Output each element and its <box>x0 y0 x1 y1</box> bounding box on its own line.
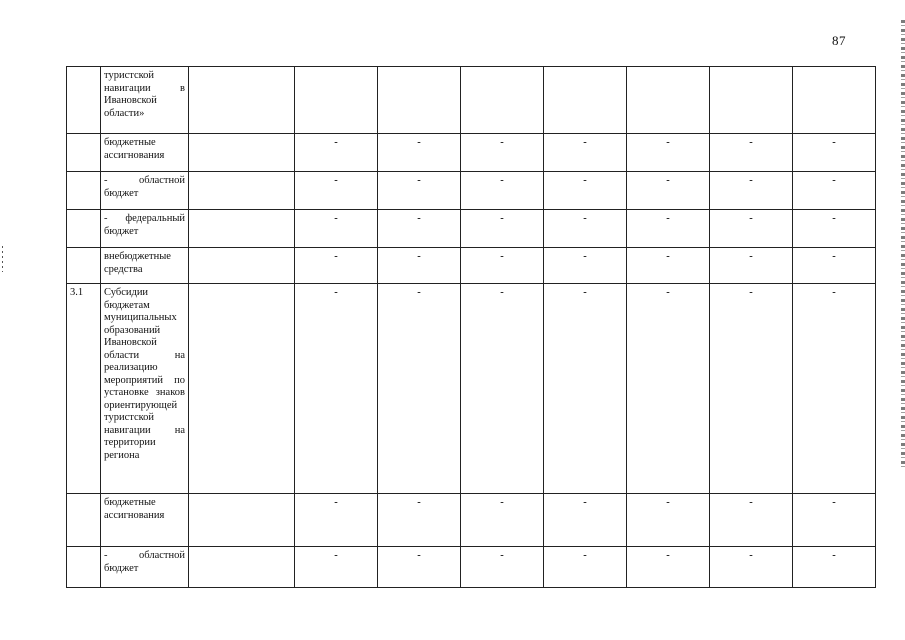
table-row <box>67 172 876 210</box>
empty-cell <box>189 210 295 248</box>
dash-cell: - <box>627 284 710 494</box>
dash-cell: - <box>544 172 627 210</box>
empty-cell <box>189 134 295 172</box>
dash-cell: - <box>710 134 793 172</box>
row-description: внебюджетные средства <box>101 248 189 284</box>
dash-cell: - <box>627 248 710 284</box>
row-description: туристской навигации в Ивановской области» <box>101 67 189 134</box>
dash-cell: - <box>793 494 876 547</box>
row-number <box>67 494 101 547</box>
dash-cell: - <box>544 547 627 588</box>
dash-cell: - <box>793 210 876 248</box>
dash-cell: - <box>544 134 627 172</box>
empty-cell <box>710 67 793 134</box>
row-description: бюджетные ассигнования <box>101 134 189 172</box>
dash-cell: - <box>295 248 378 284</box>
row-number <box>67 67 101 134</box>
table-row <box>67 134 876 172</box>
dash-cell: - <box>378 547 461 588</box>
row-number: 3.1 <box>67 284 101 494</box>
dash-cell: - <box>461 210 544 248</box>
table-row <box>67 248 876 284</box>
dash-cell: - <box>295 172 378 210</box>
budget-table <box>66 66 876 588</box>
dash-cell: - <box>461 134 544 172</box>
dash-cell: - <box>295 134 378 172</box>
row-number <box>67 547 101 588</box>
dash-cell: - <box>378 248 461 284</box>
dash-cell: - <box>627 134 710 172</box>
scan-edge-marks <box>901 20 905 470</box>
dash-cell: - <box>793 134 876 172</box>
dash-cell: - <box>627 547 710 588</box>
dash-cell: - <box>544 248 627 284</box>
empty-cell <box>189 67 295 134</box>
table-row <box>67 67 876 134</box>
dash-cell: - <box>793 547 876 588</box>
row-number <box>67 134 101 172</box>
dash-cell: - <box>710 547 793 588</box>
row-number <box>67 172 101 210</box>
dash-cell: - <box>461 284 544 494</box>
dash-cell: - <box>461 494 544 547</box>
page-number: 87 <box>832 33 846 48</box>
dash-cell: - <box>295 210 378 248</box>
dash-cell: - <box>710 210 793 248</box>
empty-cell <box>295 67 378 134</box>
dash-cell: - <box>295 284 378 494</box>
dash-cell: - <box>627 210 710 248</box>
empty-cell <box>378 67 461 134</box>
dash-cell: - <box>544 494 627 547</box>
row-number <box>67 248 101 284</box>
table-row <box>67 494 876 547</box>
dash-cell: - <box>710 172 793 210</box>
empty-cell <box>189 494 295 547</box>
dash-cell: - <box>461 172 544 210</box>
table-row <box>67 284 876 494</box>
dash-cell: - <box>378 172 461 210</box>
empty-cell <box>627 67 710 134</box>
empty-cell <box>189 284 295 494</box>
dash-cell: - <box>378 134 461 172</box>
row-number <box>67 210 101 248</box>
dash-cell: - <box>793 248 876 284</box>
row-description: - областной бюджет <box>101 172 189 210</box>
dash-cell: - <box>378 210 461 248</box>
dash-cell: - <box>627 494 710 547</box>
empty-cell <box>544 67 627 134</box>
dash-cell: - <box>544 210 627 248</box>
table-row <box>67 210 876 248</box>
row-description: Субсидии бюджетам муниципальных образований Ивановской области на реализацию мероприятий по установке знаков ориентирующей туристской навигации на территории региона <box>101 284 189 494</box>
row-description: бюджетные ассигнования <box>101 494 189 547</box>
dash-cell: - <box>793 284 876 494</box>
dash-cell: - <box>295 494 378 547</box>
row-description: - федеральный бюджет <box>101 210 189 248</box>
dash-cell: - <box>710 248 793 284</box>
empty-cell <box>461 67 544 134</box>
dash-cell: - <box>793 172 876 210</box>
empty-cell <box>189 248 295 284</box>
dash-cell: - <box>627 172 710 210</box>
table-row <box>67 547 876 588</box>
dash-cell: - <box>378 494 461 547</box>
dash-cell: - <box>710 284 793 494</box>
row-description: - областной бюджет <box>101 547 189 588</box>
scan-left-marks <box>2 246 3 272</box>
empty-cell <box>189 547 295 588</box>
dash-cell: - <box>461 248 544 284</box>
empty-cell <box>189 172 295 210</box>
empty-cell <box>793 67 876 134</box>
dash-cell: - <box>295 547 378 588</box>
dash-cell: - <box>710 494 793 547</box>
dash-cell: - <box>544 284 627 494</box>
dash-cell: - <box>461 547 544 588</box>
dash-cell: - <box>378 284 461 494</box>
